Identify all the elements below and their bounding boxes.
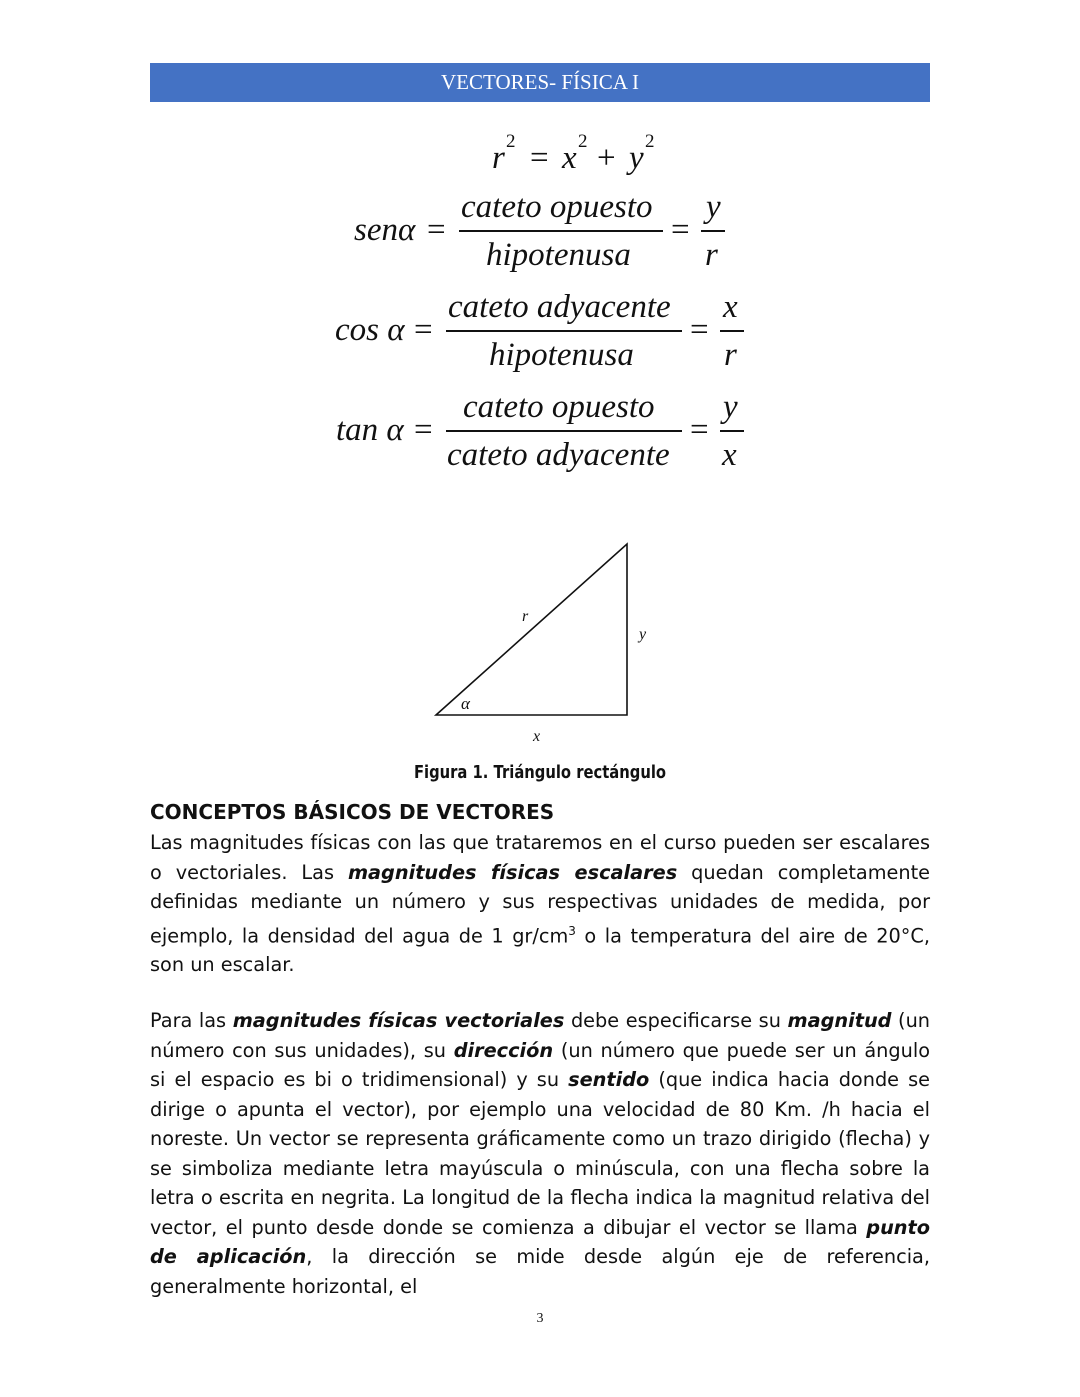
tangent-equals-1: = — [414, 412, 433, 448]
p1-bold-scalar: magnitudes físicas escalares — [347, 860, 678, 884]
right-triangle-figure — [420, 530, 680, 750]
p2-text-4: (un número que puede ser un ángulo si el espacio es bi o tridimensional) y su — [150, 1038, 930, 1091]
tangent-ratio-num: y — [723, 389, 738, 425]
cosine-equals-1: = — [414, 312, 433, 348]
eq-equals: = — [530, 140, 549, 176]
label-r: r — [522, 608, 529, 625]
sine-lhs: senα — [354, 212, 416, 248]
eq-x: x — [562, 140, 577, 176]
label-x: x — [533, 728, 541, 745]
sine-fraction-bar — [459, 230, 663, 232]
p2-bold-direccion: dirección — [453, 1038, 554, 1062]
label-y: y — [639, 626, 647, 643]
tangent-ratio-bar — [720, 430, 744, 432]
sine-denominator: hipotenusa — [486, 237, 631, 273]
eq-plus: + — [597, 140, 616, 176]
p2-bold-sentido: sentido — [568, 1068, 650, 1091]
p1-text-2: quedan completamente definidas mediante un número y sus respectivas unidades de medida, por ejemplo, la densidad del agua de 1 gr/cm — [150, 860, 930, 947]
sine-equals-2: = — [671, 212, 690, 248]
p2-text-6: , la dirección se mide desde algún eje de referencia, generalmente horizontal, el — [150, 1245, 931, 1298]
cosine-ratio-num: x — [723, 289, 738, 325]
p2-bold-magnitud: magnitud — [787, 1009, 892, 1032]
triangle-shape — [436, 544, 627, 715]
p2-text-5: (que indica hacia donde se dirige o apunta el vector), por ejemplo una velocidad de 80 Km. /h hacia el noreste. Un vector se representa gráficamente como un trazo dirigido (flecha) y se simboliza mediante letra mayúscula o minúscula, con una flecha sobre la letra o escrita en negrita. La longitud de la flecha indica la magnitud relativa del vector, el punto desde donde se comienza a dibujar el vector se llama — [150, 1068, 930, 1239]
cosine-fraction-bar — [446, 330, 682, 332]
label-alpha: α — [461, 694, 470, 713]
eq-x-exp: 2 — [578, 131, 588, 152]
p1-text-3: o la temperatura del aire de 20°C, son un escalar. — [150, 923, 930, 977]
sine-numerator: cateto opuesto — [461, 189, 653, 225]
p2-bold-punto-aplicacion: punto de aplicación — [150, 1215, 930, 1268]
cosine-ratio-bar — [720, 330, 744, 332]
p1-superscript: 3 — [568, 923, 576, 938]
eq-r-exp: 2 — [506, 131, 516, 152]
page-number: 3 — [536, 1311, 544, 1326]
sine-ratio-num: y — [706, 189, 721, 225]
figure-caption: Figura 1. Triángulo rectángulo — [413, 762, 667, 783]
sine-ratio-bar — [701, 230, 725, 232]
p2-text-3: (un número con sus unidades), su — [150, 1009, 931, 1062]
eq-r: r — [492, 140, 505, 176]
p1-text-1: Las magnitudes físicas con las que trataremos en el curso pueden ser escalares o vectoriales. Las — [150, 831, 930, 884]
cosine-ratio-den: r — [724, 337, 737, 373]
tangent-equals-2: = — [690, 412, 709, 448]
cosine-equals-2: = — [690, 312, 709, 348]
paragraph-scalar — [150, 828, 930, 980]
p2-text-1: Para las — [150, 1009, 233, 1032]
cosine-lhs: cos α — [335, 312, 405, 348]
tangent-fraction-bar — [446, 430, 682, 432]
cosine-numerator: cateto adyacente — [448, 289, 671, 325]
tangent-numerator: cateto opuesto — [463, 389, 655, 425]
page-header: VECTORES- FÍSICA I — [150, 63, 930, 102]
sine-ratio-den: r — [705, 237, 718, 273]
p2-text-2: debe especificarse su — [564, 1009, 788, 1032]
section-heading: CONCEPTOS BÁSICOS DE VECTORES — [150, 800, 555, 824]
cosine-denominator: hipotenusa — [489, 337, 634, 373]
p2-bold-vectorial: magnitudes físicas vectoriales — [232, 1009, 565, 1032]
tangent-denominator: cateto adyacente — [447, 437, 670, 473]
tangent-ratio-den: x — [722, 437, 737, 473]
tangent-lhs: tan α — [336, 412, 404, 448]
sine-equals-1: = — [427, 212, 446, 248]
paragraph-vector — [150, 1006, 930, 1301]
eq-y-exp: 2 — [645, 131, 655, 152]
eq-y: y — [629, 140, 644, 176]
